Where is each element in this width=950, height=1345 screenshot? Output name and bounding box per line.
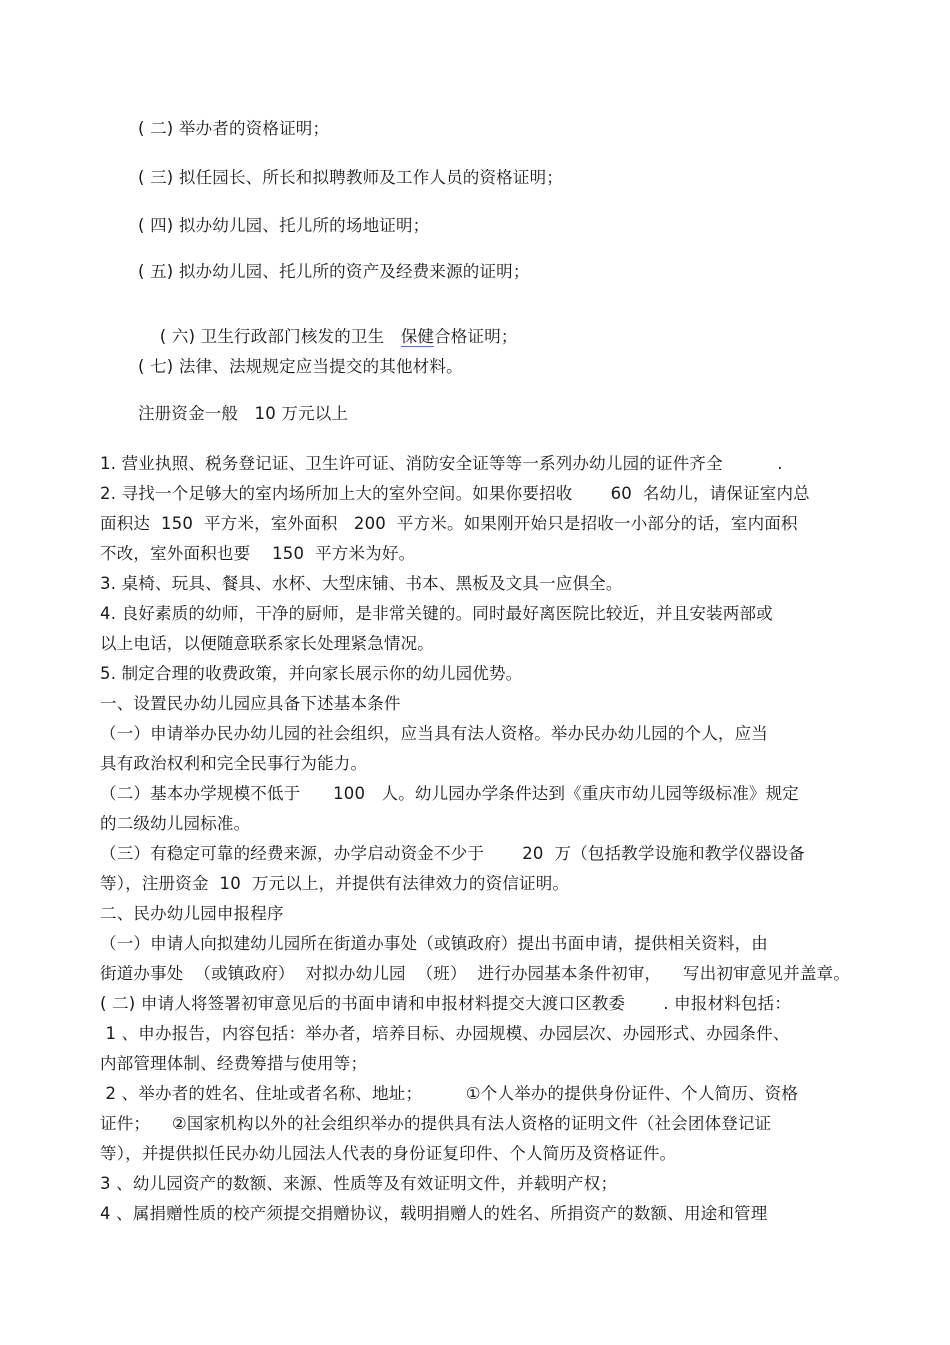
paragraph-line: 2 、举办者的姓名、住址或者名称、地址； ①个人举办的提供身份证件、个人简历、资格 bbox=[100, 1084, 799, 1103]
paragraph-line: 2. 寻找一个足够大的室内场所加上大的室外空间。如果你要招收 60 名幼儿，请保证室内总 bbox=[100, 484, 810, 503]
paragraph-line: 4. 良好素质的幼师，干净的厨师，是非常关键的。同时最好离医院比较近，并且安装两部或 bbox=[100, 604, 773, 623]
list-item bbox=[138, 312, 518, 362]
list-item: ( 四) 拟办幼儿园、托儿所的场地证明； bbox=[138, 216, 430, 235]
paragraph-line: 证件； ②国家机构以外的社会组织举办的提供具有法人资格的证明文件（社会团体登记证 bbox=[100, 1114, 772, 1133]
paragraph-line: 街道办事处 （或镇政府） 对拟办幼儿园 （班） 进行办园基本条件初审， 写出初审意见并盖章。 bbox=[100, 964, 851, 983]
list-item: ( 七) 法律、法规规定应当提交的其他材料。 bbox=[138, 357, 463, 376]
paragraph-line: 3. 桌椅、玩具、餐具、水杯、大型床铺、书本、黑板及文具一应俱全。 bbox=[100, 574, 623, 593]
paragraph-line: 4 、属捐赠性质的校产须提交捐赠协议，载明捐赠人的姓名、所捐资产的数额、用途和管理 bbox=[100, 1204, 768, 1223]
paragraph-line: （一）申请人向拟建幼儿园所在街道办事处（或镇政府）提出书面申请，提供相关资料，由 bbox=[100, 934, 768, 953]
paragraph-line: ( 二) 申请人将签署初审意见后的书面申请和申报材料提交大渡口区教委 . 申报材料包括： bbox=[100, 994, 792, 1013]
paragraph-line: （三）有稳定可靠的经费来源，办学启动资金不少于 20 万（包括教学设施和教学仪器设备 bbox=[100, 844, 805, 863]
paragraph-line: 不改，室外面积也要 150 平方米为好。 bbox=[100, 544, 416, 563]
paragraph-line: 5. 制定合理的收费政策，并向家长展示你的幼儿园优势。 bbox=[100, 664, 523, 683]
underlined-link[interactable]: 保健 bbox=[400, 326, 435, 346]
list-item: ( 三) 拟任园长、所长和拟聘教师及工作人员的资格证明； bbox=[138, 168, 563, 187]
paragraph-line: 1. 营业执照、税务登记证、卫生许可证、消防安全证等等一系列办幼儿园的证件齐全 . bbox=[100, 454, 783, 473]
paragraph-line: （二）基本办学规模不低于 100 人。幼儿园办学条件达到《重庆市幼儿园等级标准》规定 bbox=[100, 784, 799, 803]
paragraph-line: 面积达 150 平方米，室外面积 200 平方米。如果刚开始只是招收一小部分的话，室内面积 bbox=[100, 514, 798, 533]
paragraph-line: 的二级幼儿园标准。 bbox=[100, 814, 251, 833]
paragraph-line: （一）申请举办民办幼儿园的社会组织，应当具有法人资格。举办民办幼儿园的个人，应当 bbox=[100, 724, 768, 743]
section-heading: 二、民办幼儿园申报程序 bbox=[100, 904, 284, 923]
paragraph-line: 内部管理体制、经费筹措与使用等； bbox=[100, 1054, 368, 1073]
paragraph-line: 1 、申办报告，内容包括：举办者，培养目标、办园规模、办园层次、办园形式、办园条件、 bbox=[100, 1024, 790, 1043]
paragraph-line: 注册资金一般 10 万元以上 bbox=[138, 404, 349, 423]
list-item-text: ( 六) 卫生行政部门核发的卫生 bbox=[159, 326, 385, 346]
section-heading: 一、设置民办幼儿园应具备下述基本条件 bbox=[100, 694, 401, 713]
paragraph-line: 3 、幼儿园资产的数额、来源、性质等及有效证明文件，并载明产权； bbox=[100, 1174, 618, 1193]
list-item: ( 二) 举办者的资格证明； bbox=[138, 119, 330, 138]
paragraph-line: 具有政治权利和完全民事行为能力。 bbox=[100, 754, 368, 773]
list-item-text: 合格证明； bbox=[434, 326, 518, 346]
paragraph-line: 以上电话，以便随意联系家长处理紧急情况。 bbox=[100, 634, 434, 653]
list-item: ( 五) 拟办幼儿园、托儿所的资产及经费来源的证明； bbox=[138, 262, 530, 281]
paragraph-line: 等），注册资金 10 万元以上，并提供有法律效力的资信证明。 bbox=[100, 874, 570, 893]
paragraph-line: 等），并提供拟任民办幼儿园法人代表的身份证复印件、个人简历及资格证件。 bbox=[100, 1144, 677, 1163]
